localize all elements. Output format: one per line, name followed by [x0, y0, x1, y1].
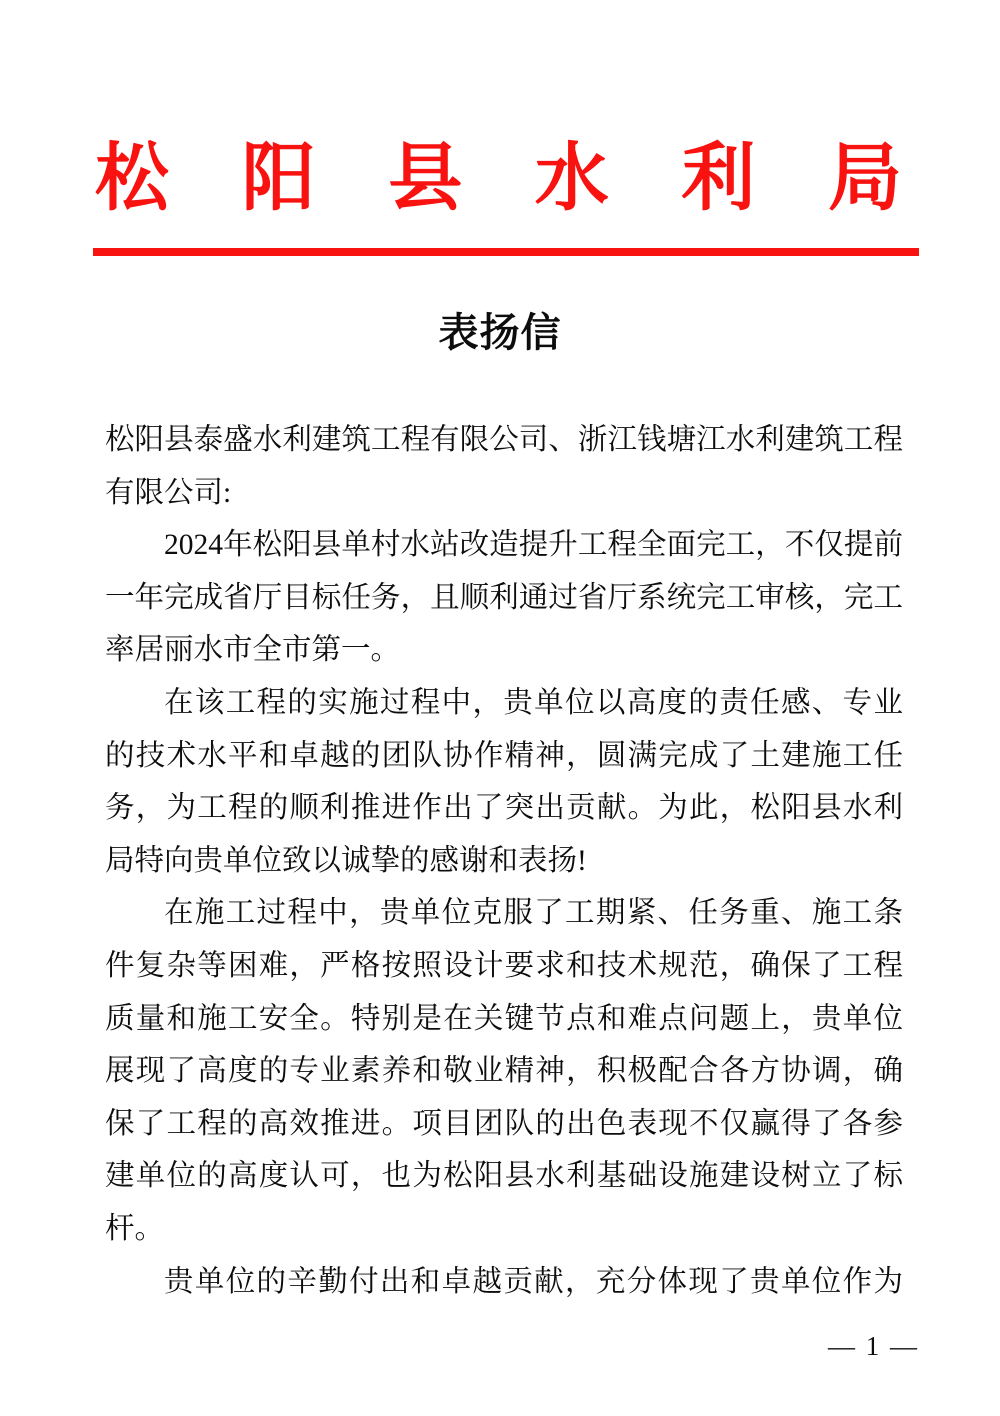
body-line: 率居丽水市全市第一。	[105, 634, 401, 667]
body-line: 的技术水平和卓越的团队协作精神，圆满完成了土建施工任	[105, 739, 903, 772]
body-line: 一年完成省厅目标任务，且顺利通过省厅系统完工审核，完工	[105, 581, 903, 614]
letterhead-divider	[93, 248, 919, 256]
letterhead-title	[95, 140, 902, 218]
body-line: 在施工过程中，贵单位克服了工期紧、任务重、施工条	[164, 897, 903, 930]
page-number: — 1 —	[828, 1331, 919, 1361]
document-title: 表扬信	[438, 310, 562, 355]
body-line: 保了工程的高效推进。项目团队的出色表现不仅赢得了各参	[105, 1107, 903, 1140]
letterhead-char: 局	[827, 138, 902, 220]
body-line-salutation: 有限公司:	[105, 476, 232, 509]
body-line: 展现了高度的专业素养和敬业精神，积极配合各方协调，确	[105, 1055, 903, 1088]
body-line: 在该工程的实施过程中，贵单位以高度的责任感、专业	[164, 686, 903, 719]
letterhead-char: 县	[388, 138, 463, 220]
body-line: 建单位的高度认可，也为松阳县水利基础设施建设树立了标	[105, 1160, 903, 1193]
body-line: 质量和施工安全。特别是在关键节点和难点问题上，贵单位	[105, 1002, 903, 1035]
body-line: 杆。	[105, 1212, 165, 1245]
body-line: 件复杂等困难，严格按照设计要求和技术规范，确保了工程	[105, 949, 903, 982]
letterhead-char: 松	[95, 138, 169, 220]
body-line: 务，为工程的顺利推进作出了突出贡献。为此，松阳县水利	[105, 792, 903, 825]
letterhead-char: 利	[681, 138, 756, 220]
body-line: 贵单位的辛勤付出和卓越贡献，充分体现了贵单位作为	[164, 1265, 903, 1298]
body-line-salutation: 松阳县泰盛水利建筑工程有限公司、浙江钱塘江水利建筑工程	[105, 424, 903, 456]
letterhead-char: 水	[534, 138, 609, 220]
body-line: 局特向贵单位致以诚挚的感谢和表扬!	[105, 844, 587, 877]
letterhead-char: 阳	[241, 138, 316, 220]
letter-body	[105, 414, 903, 1308]
body-line: 2024年松阳县单村水站改造提升工程全面完工，不仅提前	[164, 529, 903, 562]
